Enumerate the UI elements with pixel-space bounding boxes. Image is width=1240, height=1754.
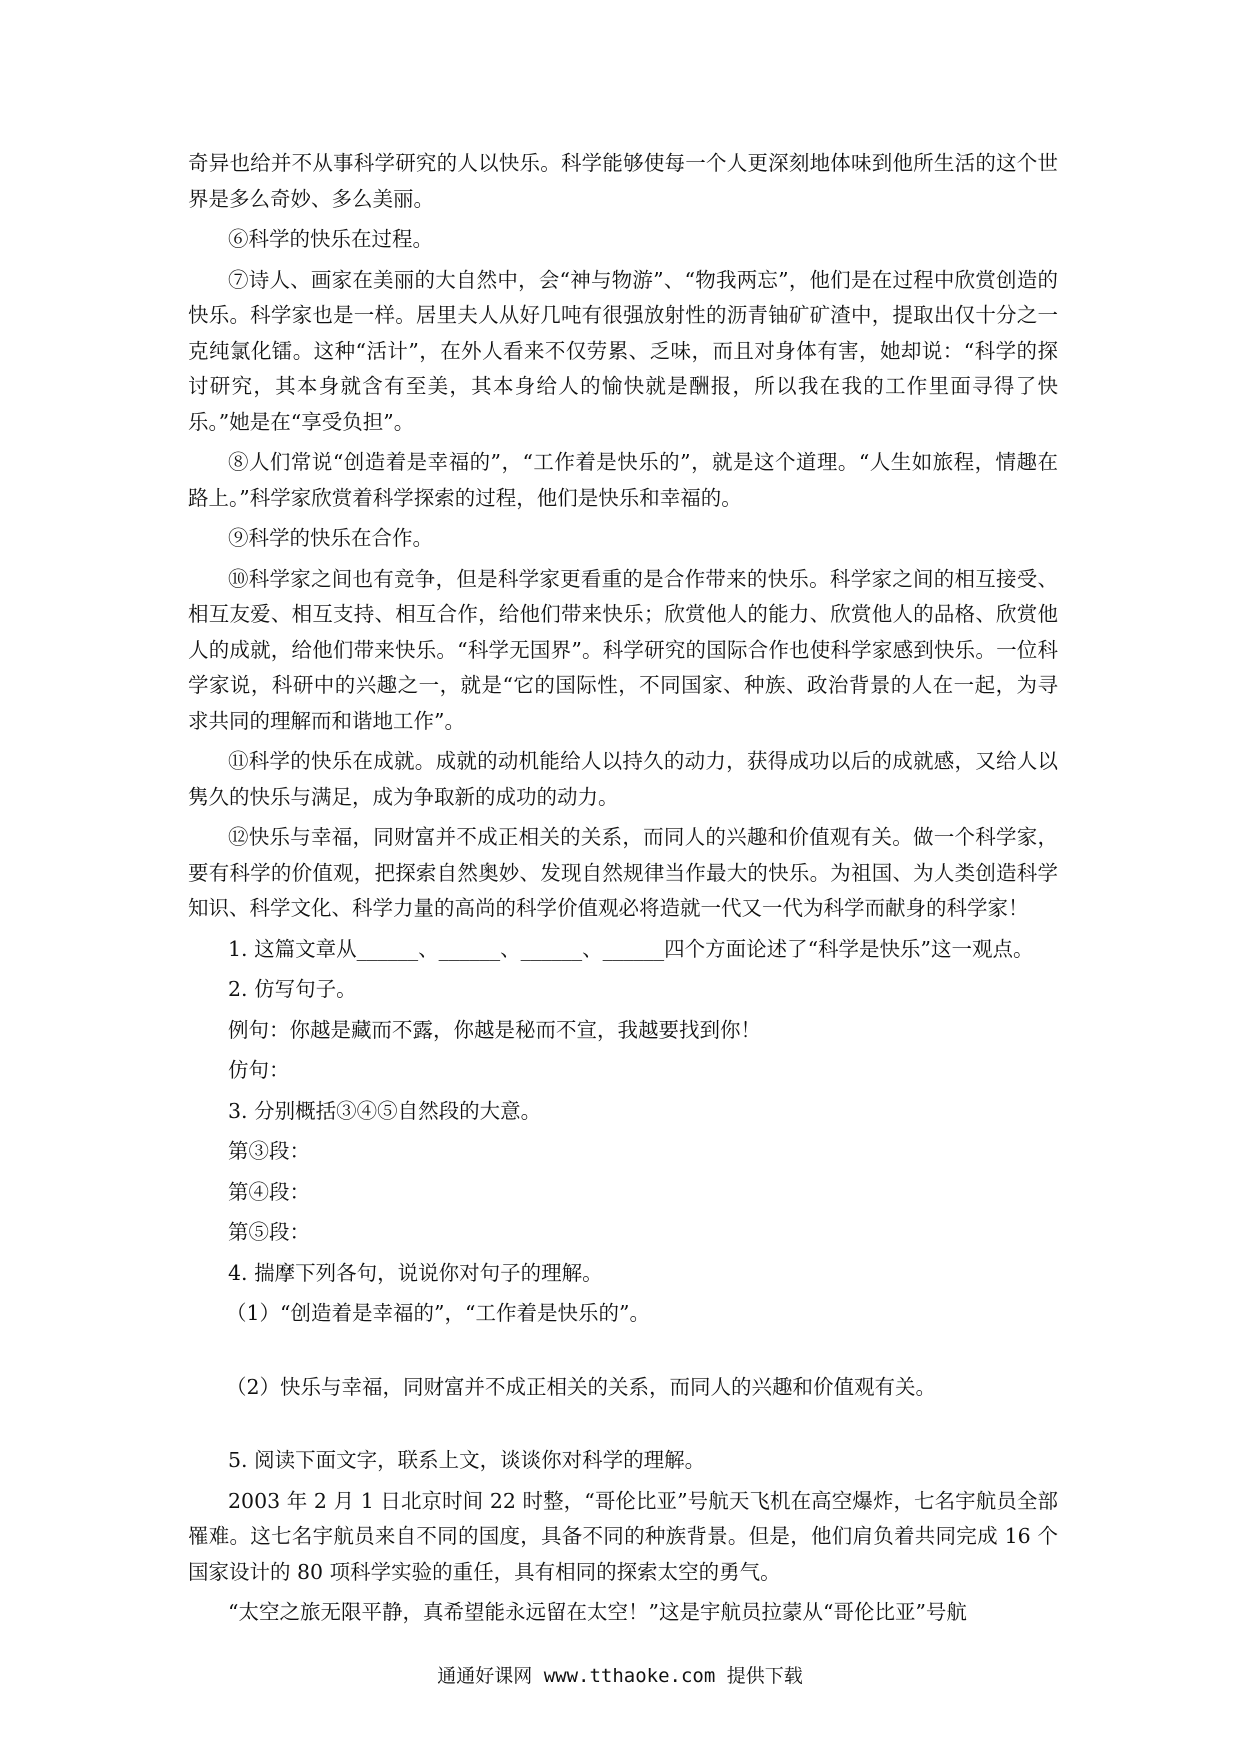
question-3-answer-a: 第③段： [228, 1139, 310, 1163]
question-5-passage-2: “太空之旅无限平静，真希望能永远留在太空！”这是宇航员拉蒙从“哥伦比亚”号航 [228, 1600, 967, 1624]
paragraph-7: ⑦诗人、画家在美丽的大自然中，会“神与物游”、“物我两忘”，他们是在过程中欣赏创造的快乐。科学家也是一样。居里夫人从好几吨有很强放射性的沥青铀矿矿渣中，提取出仅十分之一克纯氯化镭。这种“活计”，在外人看来不仅劳累、乏味，而且对身体有害，她却说：“科学的探讨研究，其本身就含有至美，其本身给人的愉快就是酬报，所以我在我的工作里面寻得了快乐。”她是在“享受负担”。 [188, 267, 1058, 434]
question-3: 3. 分别概括③④⑤自然段的大意。 [228, 1098, 542, 1123]
question-4-item-1: （1）“创造着是幸福的”，“工作着是快乐的”。 [226, 1301, 650, 1325]
paragraph-11: ⑪科学的快乐在成就。成就的动机能给人以持久的动力，获得成功以后的成就感，又给人以隽久的快乐与满足，成为争取新的成功的动力。 [188, 749, 1058, 809]
paragraph-12: ⑫快乐与幸福，同财富并不成正相关的关系，而同人的兴趣和价值观有关。做一个科学家，要有科学的价值观，把探索自然奥妙、发现自然规律当作最大的快乐。为祖国、为人类创造科学知识、科学文化、科学力量的高尚的科学价值观必将造就一代又一代为科学而献身的科学家！ [188, 825, 1058, 920]
question-3-answer-b: 第④段： [228, 1179, 310, 1204]
question-5-passage-1: 2003 年 2 月 1 日北京时间 22 时整，“哥伦比亚”号航天飞机在高空爆炸，七名宇航员全部罹难。这七名宇航员来自不同的国度，具备不同的种族背景。但是，他们肩负着共同完成 16 个国家设计的 80 项科学实验的重任，具有相同的探索太空的勇气。 [188, 1488, 1058, 1584]
question-2-example: 例句：你越是藏而不露，你越是秘而不宣，我越要找到你！ [228, 1017, 761, 1042]
question-1: 1. 这篇文章从______、______、______、______四个方面论述了“科学是快乐”这一观点。 [228, 936, 1034, 961]
question-4-item-2: （2）快乐与幸福，同财富并不成正相关的关系，而同人的兴趣和价值观有关。 [226, 1374, 937, 1399]
document-body [188, 146, 1058, 1636]
question-3-answer-c: 第⑤段： [228, 1220, 310, 1244]
question-5: 5. 阅读下面文字，联系上文，谈谈你对科学的理解。 [228, 1448, 706, 1472]
question-2: 2. 仿写句子。 [228, 977, 357, 1001]
paragraph-10: ⑩科学家之间也有竞争，但是科学家更看重的是合作带来的快乐。科学家之间的相互接受、相互友爱、相互支持、相互合作，给他们带来快乐；欣赏他人的能力、欣赏他人的品格、欣赏他人的成就，给他们带来快乐。“科学无国界”。科学研究的国际合作也使科学家感到快乐。一位科学家说，科研中的兴趣之一，就是“它的国际性，不同国家、种族、政治背景的人在一起，为寻求共同的理解而和谐地工作”。 [188, 566, 1058, 733]
answer-space-1 [188, 1337, 1058, 1370]
paragraph-6: ⑥科学的快乐在过程。 [228, 227, 433, 251]
answer-space-2 [188, 1410, 1058, 1443]
question-2-answer-line: 仿句： [228, 1058, 290, 1082]
paragraph-5-continued: 奇异也给并不从事科学研究的人以快乐。科学能够使每一个人更深刻地体味到他所生活的这个世界是多么奇妙、多么美丽。 [188, 151, 1058, 211]
paragraph-8: ⑧人们常说“创造着是幸福的”，“工作着是快乐的”，就是这个道理。“人生如旅程，情趣在路上。”科学家欣赏着科学探索的过程，他们是快乐和幸福的。 [188, 450, 1058, 510]
page-footer: 通通好课网 www.tthaoke.com 提供下载 [437, 1665, 803, 1687]
paragraph-9: ⑨科学的快乐在合作。 [228, 526, 433, 550]
question-4: 4. 揣摩下列各句，说说你对句子的理解。 [228, 1260, 603, 1285]
